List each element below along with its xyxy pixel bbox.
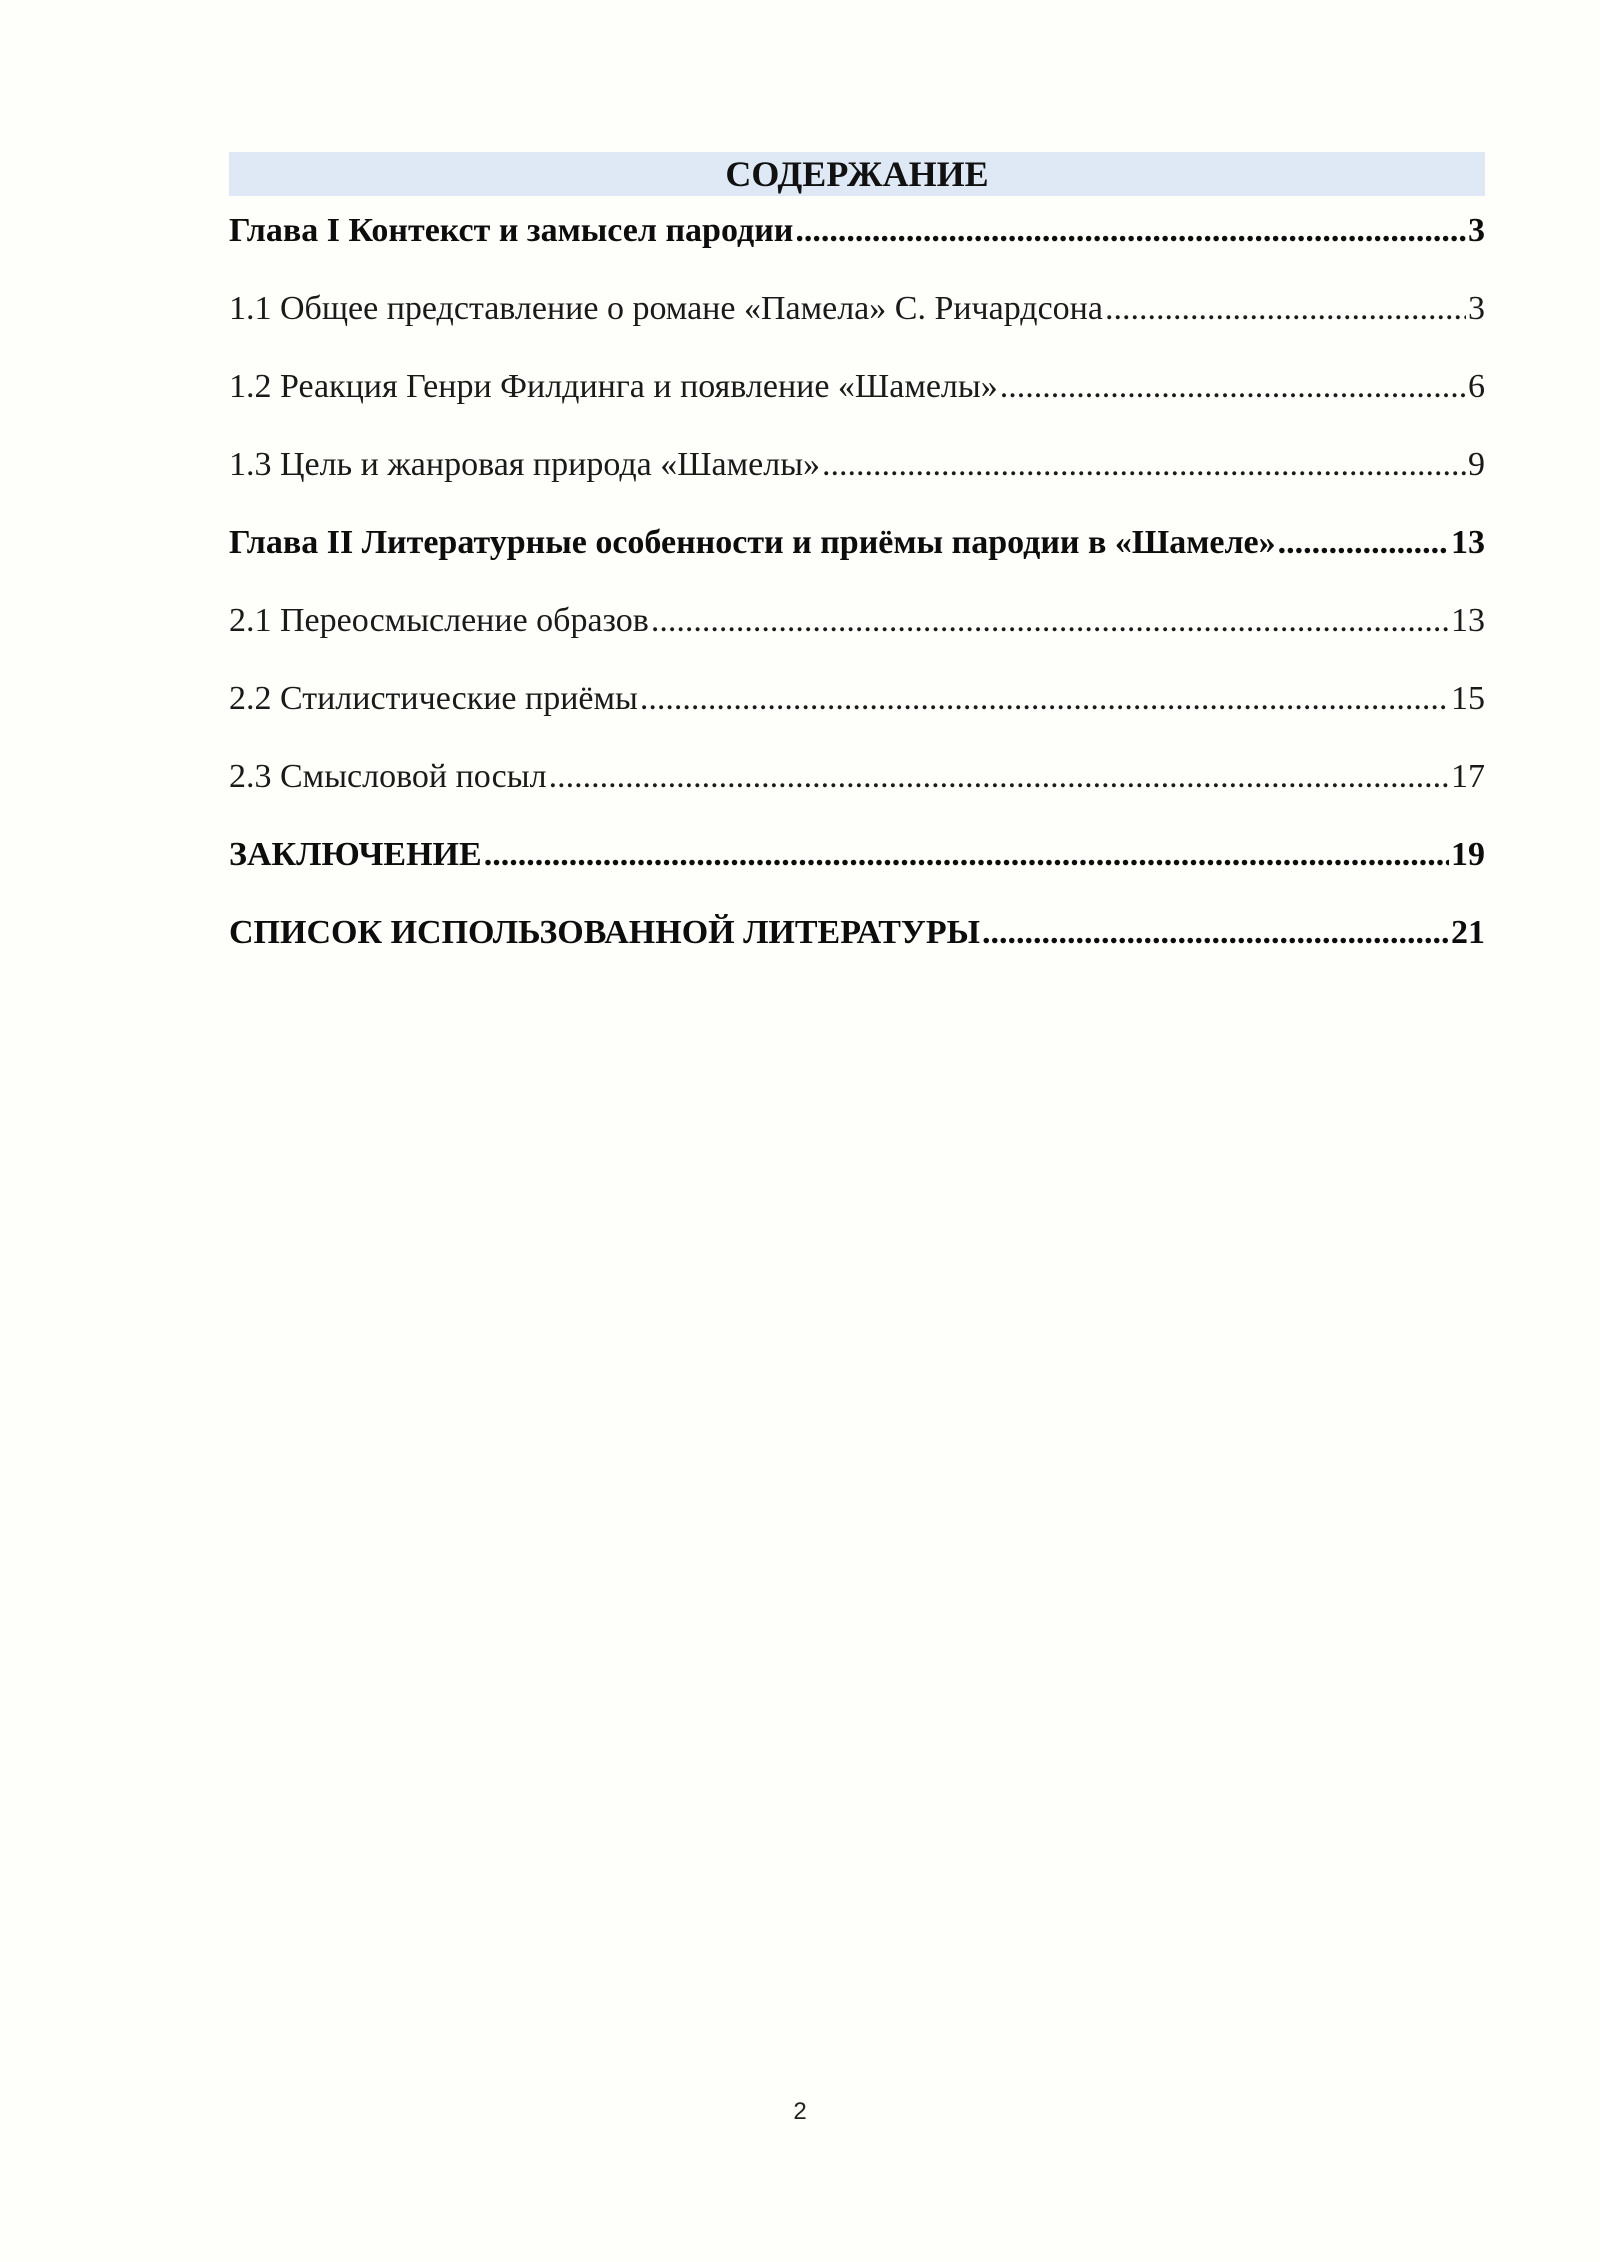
toc-entry-chapter-2[interactable] — [229, 504, 1485, 582]
toc-entry-label: Глава II Литературные особенности и приёмы пародии в «Шамеле» — [229, 524, 1276, 561]
toc-dot-leader — [795, 192, 1466, 270]
toc-entry-page: 15 — [1451, 680, 1485, 717]
toc-entry-bibliography[interactable] — [229, 894, 1485, 972]
toc-entry-section-1-3[interactable] — [229, 426, 1485, 504]
toc-entry-page: 17 — [1451, 758, 1485, 795]
toc-entry-section-1-1[interactable] — [229, 270, 1485, 348]
toc-entry-page: 9 — [1468, 446, 1485, 483]
toc-entry-label: 2.2 Стилистические приёмы — [229, 680, 638, 717]
toc-entry-chapter-1[interactable] — [229, 192, 1485, 270]
toc-entry-label: Глава I Контекст и замысел пародии — [229, 212, 794, 249]
toc-entry-page: 13 — [1451, 602, 1485, 639]
toc-entry-page: 3 — [1468, 290, 1485, 327]
toc-entry-label: СПИСОК ИСПОЛЬЗОВАННОЙ ЛИТЕРАТУРЫ — [229, 914, 980, 951]
toc-entry-conclusion[interactable] — [229, 816, 1485, 894]
toc-list — [229, 192, 1485, 972]
toc-entry-page: 3 — [1468, 212, 1485, 249]
toc-dot-leader — [1105, 270, 1466, 348]
page-number: 2 — [793, 2098, 807, 2125]
table-of-contents — [229, 152, 1485, 972]
toc-dot-leader — [1278, 504, 1449, 582]
toc-entry-page: 6 — [1468, 368, 1485, 405]
toc-entry-page: 13 — [1451, 524, 1485, 561]
toc-title: СОДЕРЖАНИЕ — [229, 152, 1485, 196]
toc-dot-leader — [651, 582, 1449, 660]
toc-entry-section-2-2[interactable] — [229, 660, 1485, 738]
toc-entry-section-1-2[interactable] — [229, 348, 1485, 426]
toc-dot-leader — [1000, 348, 1466, 426]
toc-dot-leader — [982, 894, 1449, 972]
toc-entry-page: 19 — [1451, 836, 1485, 873]
toc-dot-leader — [822, 426, 1466, 504]
toc-entry-page: 21 — [1451, 914, 1485, 951]
toc-entry-label: 2.1 Переосмысление образов — [229, 602, 649, 639]
toc-entry-label: 2.3 Смысловой посыл — [229, 758, 547, 795]
toc-dot-leader — [549, 738, 1449, 816]
toc-dot-leader — [640, 660, 1449, 738]
toc-entry-section-2-3[interactable] — [229, 738, 1485, 816]
toc-entry-label: 1.3 Цель и жанровая природа «Шамелы» — [229, 446, 821, 483]
toc-entry-label: 1.1 Общее представление о романе «Памела» С. Ричардсона — [229, 290, 1103, 327]
toc-entry-label: 1.2 Реакция Генри Филдинга и появление «Шамелы» — [229, 368, 998, 405]
toc-entry-label: ЗАКЛЮЧЕНИЕ — [229, 836, 482, 873]
toc-dot-leader — [484, 816, 1449, 894]
toc-entry-section-2-1[interactable] — [229, 582, 1485, 660]
